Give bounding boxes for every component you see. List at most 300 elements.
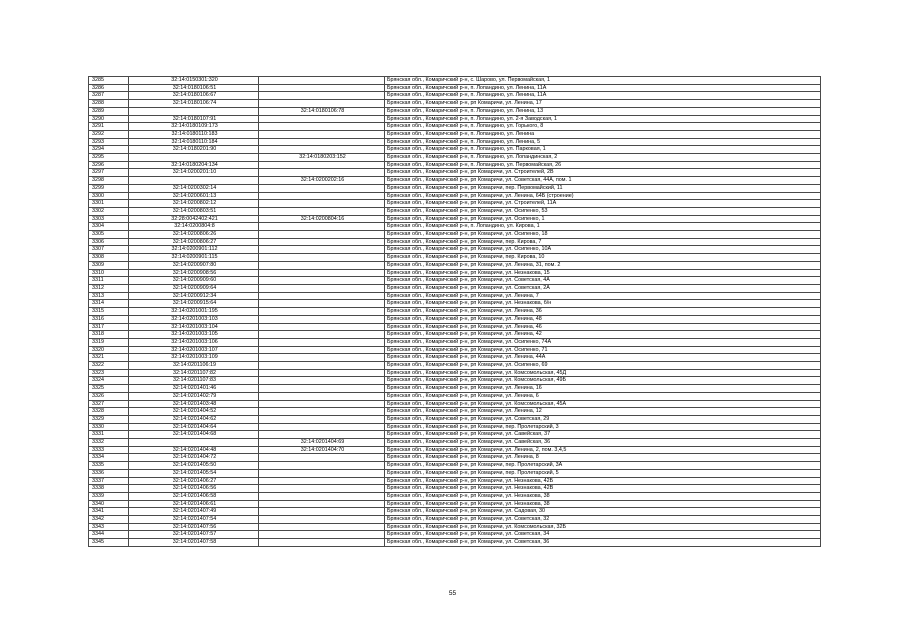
cadastral-number-cell: 32:14:0201003:107 — [129, 346, 259, 354]
table-row — [89, 315, 821, 323]
row-number-cell: 3286 — [89, 84, 129, 92]
table-row — [89, 200, 821, 208]
cadastral-number-cell: 32:14:0180201:90 — [129, 146, 259, 154]
table-row — [89, 146, 821, 154]
related-cadastral-number-cell — [259, 369, 385, 377]
address-cell: Брянская обл., Комаричский р-н, рп Комаричи, ул. Ленина, 16 — [385, 385, 821, 393]
related-cadastral-number-cell — [259, 500, 385, 508]
cadastral-number-cell: 32:14:0200806:27 — [129, 238, 259, 246]
cadastral-number-cell: 32:14:0200912:34 — [129, 292, 259, 300]
table-row — [89, 215, 821, 223]
address-cell: Брянская обл., Комаричский р-н, рп Комаричи, ул. Комсомольская, 45А — [385, 400, 821, 408]
table-row — [89, 431, 821, 439]
cadastral-number-cell: 32:14:0180107:91 — [129, 115, 259, 123]
cadastral-number-cell: 32:14:0201404:52 — [129, 408, 259, 416]
related-cadastral-number-cell — [259, 354, 385, 362]
cadastral-number-cell: 32:14:0201407:57 — [129, 531, 259, 539]
cadastral-number-cell: 32:14:0201401:46 — [129, 385, 259, 393]
address-cell: Брянская обл., Комаричский р-н, рп Комаричи, ул. Незнакова, 38 — [385, 500, 821, 508]
row-number-cell: 3328 — [89, 408, 129, 416]
address-cell: Брянская обл., Комаричский р-н, рп Комаричи, ул. Советская, 36 — [385, 539, 821, 547]
cadastral-number-cell: 32:14:0201003:109 — [129, 354, 259, 362]
address-cell: Брянская обл., Комаричский р-н, рп Комаричи, пер. Кирова, 7 — [385, 238, 821, 246]
address-cell: Брянская обл., Комаричский р-н, рп Комаричи, ул. Осипенко, 18 — [385, 231, 821, 239]
row-number-cell: 3309 — [89, 261, 129, 269]
cadastral-number-cell: 32:14:0201407:58 — [129, 539, 259, 547]
address-cell: Брянская обл., Комаричский р-н, рп Комаричи, ул. Осипенко, 74А — [385, 338, 821, 346]
address-cell: Брянская обл., Комаричский р-н, п. Лопандино, ул. 2-я Заводская, 1 — [385, 115, 821, 123]
address-cell: Брянская обл., Комаричский р-н, рп Комаричи, ул. Комсомольская, 32Б — [385, 523, 821, 531]
table-row — [89, 115, 821, 123]
related-cadastral-number-cell — [259, 300, 385, 308]
table-row — [89, 192, 821, 200]
related-cadastral-number-cell: 32:14:0200202:16 — [259, 177, 385, 185]
table-row — [89, 238, 821, 246]
cadastral-number-cell: 32:14:0200901:115 — [129, 254, 259, 262]
related-cadastral-number-cell — [259, 184, 385, 192]
address-cell: Брянская обл., Комаричский р-н, рп Комаричи, ул. Ленина, 36 — [385, 308, 821, 316]
row-number-cell: 3318 — [89, 331, 129, 339]
row-number-cell: 3341 — [89, 508, 129, 516]
cadastral-number-cell: 32:14:0150301:320 — [129, 77, 259, 85]
cadastral-number-cell: 32:14:0180110:183 — [129, 130, 259, 138]
table-row — [89, 292, 821, 300]
address-cell: Брянская обл., Комаричский р-н, п. Лопандино, ул. Первомайская, 26 — [385, 161, 821, 169]
table-row — [89, 84, 821, 92]
cadastral-number-cell: 32:14:0180106:51 — [129, 84, 259, 92]
cadastral-number-cell: 32:14:0200915:64 — [129, 300, 259, 308]
cadastral-number-cell: 32:14:0201406:27 — [129, 477, 259, 485]
address-cell: Брянская обл., Комаричский р-н, рп Комаричи, ул. Ленина, 12 — [385, 408, 821, 416]
related-cadastral-number-cell — [259, 331, 385, 339]
cadastral-number-cell: 32:14:0201404:72 — [129, 454, 259, 462]
cadastral-number-cell: 32:14:0180204:134 — [129, 161, 259, 169]
cadastral-number-cell: 32:14:0201406:56 — [129, 485, 259, 493]
row-number-cell: 3287 — [89, 92, 129, 100]
cadastral-number-cell: 32:14:0201404:68 — [129, 431, 259, 439]
row-number-cell: 3329 — [89, 415, 129, 423]
address-cell: Брянская обл., Комаричский р-н, рп Комаричи, ул. Осипенко, 10А — [385, 246, 821, 254]
related-cadastral-number-cell — [259, 169, 385, 177]
table-row — [89, 154, 821, 162]
address-cell: Брянская обл., Комаричский р-н, п. Лопандино, ул. Ленина, 13 — [385, 107, 821, 115]
cadastral-number-cell: 32:14:0201405:50 — [129, 462, 259, 470]
table-row — [89, 323, 821, 331]
cadastral-number-cell: 32:28:0042402:421 — [129, 215, 259, 223]
table-row — [89, 485, 821, 493]
related-cadastral-number-cell — [259, 269, 385, 277]
row-number-cell: 3290 — [89, 115, 129, 123]
table-row — [89, 492, 821, 500]
row-number-cell: 3322 — [89, 362, 129, 370]
row-number-cell: 3313 — [89, 292, 129, 300]
table-row — [89, 231, 821, 239]
cadastral-number-cell: 32:14:0180110:184 — [129, 138, 259, 146]
cadastral-number-cell: 32:14:0200302:14 — [129, 184, 259, 192]
table-row — [89, 338, 821, 346]
related-cadastral-number-cell — [259, 261, 385, 269]
related-cadastral-number-cell: 32:14:0201404:70 — [259, 446, 385, 454]
row-number-cell: 3299 — [89, 184, 129, 192]
address-cell: Брянская обл., Комаричский р-н, рп Комаричи, ул. Незнакова, 15 — [385, 269, 821, 277]
related-cadastral-number-cell — [259, 192, 385, 200]
related-cadastral-number-cell — [259, 323, 385, 331]
cadastral-number-cell: 32:14:0201407:56 — [129, 523, 259, 531]
address-cell: Брянская обл., Комаричский р-н, п. Лопандино, ул. Ленина, 5 — [385, 138, 821, 146]
cadastral-number-cell: 32:14:0201406:58 — [129, 492, 259, 500]
cadastral-number-cell: 32:14:0201106:19 — [129, 362, 259, 370]
cadastral-number-cell — [129, 107, 259, 115]
related-cadastral-number-cell — [259, 485, 385, 493]
related-cadastral-number-cell — [259, 200, 385, 208]
cadastral-number-cell: 32:14:0201003:105 — [129, 331, 259, 339]
row-number-cell: 3336 — [89, 469, 129, 477]
related-cadastral-number-cell — [259, 130, 385, 138]
row-number-cell: 3315 — [89, 308, 129, 316]
related-cadastral-number-cell — [259, 408, 385, 416]
cadastral-number-cell: 32:14:0201404:64 — [129, 423, 259, 431]
cadastral-number-cell — [129, 439, 259, 447]
row-number-cell: 3308 — [89, 254, 129, 262]
row-number-cell: 3319 — [89, 338, 129, 346]
related-cadastral-number-cell — [259, 531, 385, 539]
cadastral-number-cell: 32:14:0201407:49 — [129, 508, 259, 516]
cadastral-number-cell: 32:14:0201003:103 — [129, 315, 259, 323]
related-cadastral-number-cell — [259, 469, 385, 477]
row-number-cell: 3316 — [89, 315, 129, 323]
cadastral-number-cell: 32:14:0201407:54 — [129, 516, 259, 524]
address-cell: Брянская обл., Комаричский р-н, рп Комаричи, ул. Советская, 32 — [385, 516, 821, 524]
related-cadastral-number-cell: 32:14:0200804:16 — [259, 215, 385, 223]
address-cell: Брянская обл., Комаричский р-н, рп Комаричи, ул. Савейская, 36 — [385, 439, 821, 447]
table-row — [89, 400, 821, 408]
cadastral-number-cell: 32:14:0201405:54 — [129, 469, 259, 477]
table-row — [89, 331, 821, 339]
table-row — [89, 362, 821, 370]
address-cell: Брянская обл., Комаричский р-н, рп Комаричи, ул. Ленина, 48 — [385, 315, 821, 323]
related-cadastral-number-cell — [259, 115, 385, 123]
cadastral-number-cell: 32:14:0201107:82 — [129, 369, 259, 377]
address-cell: Брянская обл., Комаричский р-н, рп Комаричи, ул. Строителей, 2В — [385, 169, 821, 177]
row-number-cell: 3297 — [89, 169, 129, 177]
related-cadastral-number-cell: 32:14:0201404:69 — [259, 439, 385, 447]
table-row — [89, 246, 821, 254]
row-number-cell: 3285 — [89, 77, 129, 85]
table-row — [89, 516, 821, 524]
row-number-cell: 3289 — [89, 107, 129, 115]
cadastral-number-cell: 32:14:0180106:67 — [129, 92, 259, 100]
address-cell: Брянская обл., Комаричский р-н, рп Комаричи, ул. Советская, 2А — [385, 284, 821, 292]
row-number-cell: 3317 — [89, 323, 129, 331]
address-cell: Брянская обл., Комаричский р-н, рп Комаричи, ул. Советская, 29 — [385, 415, 821, 423]
related-cadastral-number-cell — [259, 277, 385, 285]
table-row — [89, 269, 821, 277]
address-cell: Брянская обл., Комаричский р-н, рп Комаричи, ул. Комсомольская, 49Б — [385, 377, 821, 385]
table-row — [89, 123, 821, 131]
row-number-cell: 3323 — [89, 369, 129, 377]
row-number-cell: 3339 — [89, 492, 129, 500]
row-number-cell: 3305 — [89, 231, 129, 239]
related-cadastral-number-cell — [259, 207, 385, 215]
table-row — [89, 138, 821, 146]
table-row — [89, 423, 821, 431]
related-cadastral-number-cell — [259, 138, 385, 146]
address-cell: Брянская обл., Комаричский р-н, рп Комаричи, ул. Ленина, 6 — [385, 392, 821, 400]
related-cadastral-number-cell — [259, 508, 385, 516]
row-number-cell: 3342 — [89, 516, 129, 524]
address-cell: Брянская обл., Комаричский р-н, рп Комаричи, ул. Осипенко, 53 — [385, 207, 821, 215]
table-row — [89, 408, 821, 416]
row-number-cell: 3324 — [89, 377, 129, 385]
row-number-cell: 3327 — [89, 400, 129, 408]
table-row — [89, 177, 821, 185]
row-number-cell: 3326 — [89, 392, 129, 400]
table-row — [89, 462, 821, 470]
row-number-cell: 3335 — [89, 462, 129, 470]
address-cell: Брянская обл., Комаричский р-н, п. Лопандино, ул. Ленина, 11А — [385, 84, 821, 92]
address-cell: Брянская обл., Комаричский р-н, рп Комаричи, ул. Незнакова, 38 — [385, 492, 821, 500]
address-cell: Брянская обл., Комаричский р-н, рп Комаричи, ул. Ленина, 7 — [385, 292, 821, 300]
related-cadastral-number-cell — [259, 254, 385, 262]
cadastral-number-cell: 32:14:0201403:48 — [129, 400, 259, 408]
related-cadastral-number-cell — [259, 539, 385, 547]
address-cell: Брянская обл., Комаричский р-н, рп Комаричи, ул. Советская, 44А, пом. 1 — [385, 177, 821, 185]
row-number-cell: 3303 — [89, 215, 129, 223]
table-row — [89, 223, 821, 231]
cadastral-number-cell: 32:14:0200901:112 — [129, 246, 259, 254]
table-row — [89, 385, 821, 393]
related-cadastral-number-cell — [259, 377, 385, 385]
table-body — [89, 77, 821, 547]
table-row — [89, 377, 821, 385]
related-cadastral-number-cell: 32:14:0180106:78 — [259, 107, 385, 115]
row-number-cell: 3294 — [89, 146, 129, 154]
related-cadastral-number-cell — [259, 454, 385, 462]
address-cell: Брянская обл., Комаричский р-н, п. Лопандино, ул. Ленина, 11А — [385, 92, 821, 100]
row-number-cell: 3330 — [89, 423, 129, 431]
row-number-cell: 3332 — [89, 439, 129, 447]
row-number-cell: 3338 — [89, 485, 129, 493]
row-number-cell: 3333 — [89, 446, 129, 454]
address-cell: Брянская обл., Комаричский р-н, рп Комаричи, ул. Советская, 4А — [385, 277, 821, 285]
related-cadastral-number-cell — [259, 523, 385, 531]
table-row — [89, 531, 821, 539]
table-row — [89, 308, 821, 316]
row-number-cell: 3298 — [89, 177, 129, 185]
address-cell: Брянская обл., Комаричский р-н, рп Комаричи, ул. Ленина, 44А — [385, 354, 821, 362]
row-number-cell: 3307 — [89, 246, 129, 254]
address-cell: Брянская обл., Комаричский р-н, рп Комаричи, пер. Пролетарский, 5 — [385, 469, 821, 477]
table-row — [89, 500, 821, 508]
address-cell: Брянская обл., Комаричский р-н, рп Комаричи, ул. Незнакова, 42В — [385, 485, 821, 493]
table-row — [89, 539, 821, 547]
address-cell: Брянская обл., Комаричский р-н, рп Комаричи, ул. Советская, 34 — [385, 531, 821, 539]
row-number-cell: 3340 — [89, 500, 129, 508]
table-row — [89, 439, 821, 447]
address-cell: Брянская обл., Комаричский р-н, рп Комаричи, ул. Ленина, 31, пом. 2 — [385, 261, 821, 269]
row-number-cell: 3334 — [89, 454, 129, 462]
address-cell: Брянская обл., Комаричский р-н, рп Комаричи, ул. Ленина, 17 — [385, 100, 821, 108]
related-cadastral-number-cell — [259, 385, 385, 393]
registry-table-container — [88, 76, 821, 547]
table-row — [89, 261, 821, 269]
row-number-cell: 3310 — [89, 269, 129, 277]
table-row — [89, 92, 821, 100]
cadastral-number-cell — [129, 177, 259, 185]
table-row — [89, 130, 821, 138]
row-number-cell: 3320 — [89, 346, 129, 354]
related-cadastral-number-cell — [259, 392, 385, 400]
table-row — [89, 454, 821, 462]
table-row — [89, 284, 821, 292]
related-cadastral-number-cell — [259, 346, 385, 354]
related-cadastral-number-cell — [259, 223, 385, 231]
table-row — [89, 169, 821, 177]
cadastral-number-cell: 32:14:0200907:80 — [129, 261, 259, 269]
cadastral-number-cell: 32:14:0201404:48 — [129, 446, 259, 454]
table-row — [89, 523, 821, 531]
row-number-cell: 3345 — [89, 539, 129, 547]
related-cadastral-number-cell — [259, 516, 385, 524]
related-cadastral-number-cell — [259, 423, 385, 431]
table-row — [89, 77, 821, 85]
address-cell: Брянская обл., Комаричский р-н, рп Комаричи, ул. Ленина, 46 — [385, 323, 821, 331]
cadastral-number-cell: 32:14:0200909:64 — [129, 284, 259, 292]
address-cell: Брянская обл., Комаричский р-н, п. Лопандино, ул. Горького, 8 — [385, 123, 821, 131]
table-row — [89, 207, 821, 215]
cadastral-number-cell: 32:14:0180109:173 — [129, 123, 259, 131]
address-cell: Брянская обл., Комаричский р-н, рп Комаричи, пер. Кирова, 10 — [385, 254, 821, 262]
row-number-cell: 3344 — [89, 531, 129, 539]
row-number-cell: 3291 — [89, 123, 129, 131]
address-cell: Брянская обл., Комаричский р-н, п. Лопандино, ул. Кирова, 1 — [385, 223, 821, 231]
cadastral-number-cell: 32:14:0201003:106 — [129, 338, 259, 346]
page-number: 55 — [448, 590, 457, 597]
related-cadastral-number-cell — [259, 315, 385, 323]
row-number-cell: 3304 — [89, 223, 129, 231]
cadastral-number-cell: 32:14:0200909:60 — [129, 277, 259, 285]
related-cadastral-number-cell — [259, 84, 385, 92]
related-cadastral-number-cell — [259, 415, 385, 423]
table-row — [89, 477, 821, 485]
property-registry-table — [88, 76, 821, 547]
related-cadastral-number-cell — [259, 161, 385, 169]
related-cadastral-number-cell — [259, 462, 385, 470]
row-number-cell: 3288 — [89, 100, 129, 108]
cadastral-number-cell: 32:14:0180106:74 — [129, 100, 259, 108]
cadastral-number-cell: 32:14:0201404:62 — [129, 415, 259, 423]
related-cadastral-number-cell — [259, 338, 385, 346]
row-number-cell: 3312 — [89, 284, 129, 292]
row-number-cell: 3306 — [89, 238, 129, 246]
row-number-cell: 3293 — [89, 138, 129, 146]
table-row — [89, 469, 821, 477]
address-cell: Брянская обл., Комаричский р-н, рп Комаричи, ул. Осипенко, 1 — [385, 215, 821, 223]
related-cadastral-number-cell — [259, 92, 385, 100]
cadastral-number-cell — [129, 154, 259, 162]
table-row — [89, 392, 821, 400]
address-cell: Брянская обл., Комаричский р-н, рп Комаричи, ул. Садовая, 30 — [385, 508, 821, 516]
related-cadastral-number-cell — [259, 308, 385, 316]
related-cadastral-number-cell: 32:14:0180203:152 — [259, 154, 385, 162]
related-cadastral-number-cell — [259, 477, 385, 485]
table-row — [89, 254, 821, 262]
row-number-cell: 3292 — [89, 130, 129, 138]
cadastral-number-cell: 32:14:0200802:12 — [129, 200, 259, 208]
table-row — [89, 415, 821, 423]
cadastral-number-cell: 32:14:0200601:13 — [129, 192, 259, 200]
related-cadastral-number-cell — [259, 284, 385, 292]
address-cell: Брянская обл., Комаричский р-н, рп Комаричи, ул. Незнакова, 42Б — [385, 477, 821, 485]
row-number-cell: 3311 — [89, 277, 129, 285]
related-cadastral-number-cell — [259, 231, 385, 239]
address-cell: Брянская обл., Комаричский р-н, рп Комаричи, ул. Осипенко, 69 — [385, 362, 821, 370]
address-cell: Брянская обл., Комаричский р-н, рп Комаричи, ул. Ленина, 42 — [385, 331, 821, 339]
cadastral-number-cell: 32:14:0200201:10 — [129, 169, 259, 177]
cadastral-number-cell: 32:14:0200806:26 — [129, 231, 259, 239]
address-cell: Брянская обл., Комаричский р-н, рп Комаричи, ул. Незнакова, б/н — [385, 300, 821, 308]
address-cell: Брянская обл., Комаричский р-н, рп Комаричи, пер. Первомайский, 11 — [385, 184, 821, 192]
cadastral-number-cell: 32:14:0200908:56 — [129, 269, 259, 277]
related-cadastral-number-cell — [259, 492, 385, 500]
cadastral-number-cell: 32:14:0200804:8 — [129, 223, 259, 231]
address-cell: Брянская обл., Комаричский р-н, п. Лопандино, ул. Парковая, 1 — [385, 146, 821, 154]
row-number-cell: 3343 — [89, 523, 129, 531]
cadastral-number-cell: 32:14:0201402:79 — [129, 392, 259, 400]
row-number-cell: 3295 — [89, 154, 129, 162]
table-row — [89, 184, 821, 192]
address-cell: Брянская обл., Комаричский р-н, рп Комаричи, пер. Пролетарский, 3А — [385, 462, 821, 470]
table-row — [89, 277, 821, 285]
row-number-cell: 3337 — [89, 477, 129, 485]
address-cell: Брянская обл., Комаричский р-н, с. Шарово, ул. Первомайская, 1 — [385, 77, 821, 85]
table-row — [89, 354, 821, 362]
table-row — [89, 107, 821, 115]
cadastral-number-cell: 32:14:0201003:104 — [129, 323, 259, 331]
related-cadastral-number-cell — [259, 246, 385, 254]
address-cell: Брянская обл., Комаричский р-н, рп Комаричи, ул. Строителей, 11А — [385, 200, 821, 208]
table-row — [89, 508, 821, 516]
address-cell: Брянская обл., Комаричский р-н, рп Комаричи, пер. Пролетарский, 3 — [385, 423, 821, 431]
row-number-cell: 3302 — [89, 207, 129, 215]
row-number-cell: 3301 — [89, 200, 129, 208]
address-cell: Брянская обл., Комаричский р-н, рп Комаричи, ул. Савейская, 37 — [385, 431, 821, 439]
related-cadastral-number-cell — [259, 123, 385, 131]
table-row — [89, 346, 821, 354]
related-cadastral-number-cell — [259, 146, 385, 154]
related-cadastral-number-cell — [259, 362, 385, 370]
address-cell: Брянская обл., Комаричский р-н, рп Комаричи, ул. Ленина, 64Б (строение) — [385, 192, 821, 200]
address-cell: Брянская обл., Комаричский р-н, рп Комаричи, ул. Осипенко, 71 — [385, 346, 821, 354]
cadastral-number-cell: 32:14:0201107:83 — [129, 377, 259, 385]
related-cadastral-number-cell — [259, 100, 385, 108]
table-row — [89, 161, 821, 169]
cadastral-number-cell: 32:14:0200803:51 — [129, 207, 259, 215]
table-row — [89, 100, 821, 108]
address-cell: Брянская обл., Комаричский р-н, рп Комаричи, ул. Ленина, 8 — [385, 454, 821, 462]
address-cell: Брянская обл., Комаричский р-н, рп Комаричи, ул. Комсомольская, 45Д — [385, 369, 821, 377]
table-row — [89, 369, 821, 377]
related-cadastral-number-cell — [259, 238, 385, 246]
table-row — [89, 300, 821, 308]
address-cell: Брянская обл., Комаричский р-н, рп Комаричи, ул. Ленина, 2, пом. 3,4,5 — [385, 446, 821, 454]
related-cadastral-number-cell — [259, 400, 385, 408]
related-cadastral-number-cell — [259, 77, 385, 85]
cadastral-number-cell: 32:14:0201406:61 — [129, 500, 259, 508]
related-cadastral-number-cell — [259, 292, 385, 300]
related-cadastral-number-cell — [259, 431, 385, 439]
row-number-cell: 3296 — [89, 161, 129, 169]
